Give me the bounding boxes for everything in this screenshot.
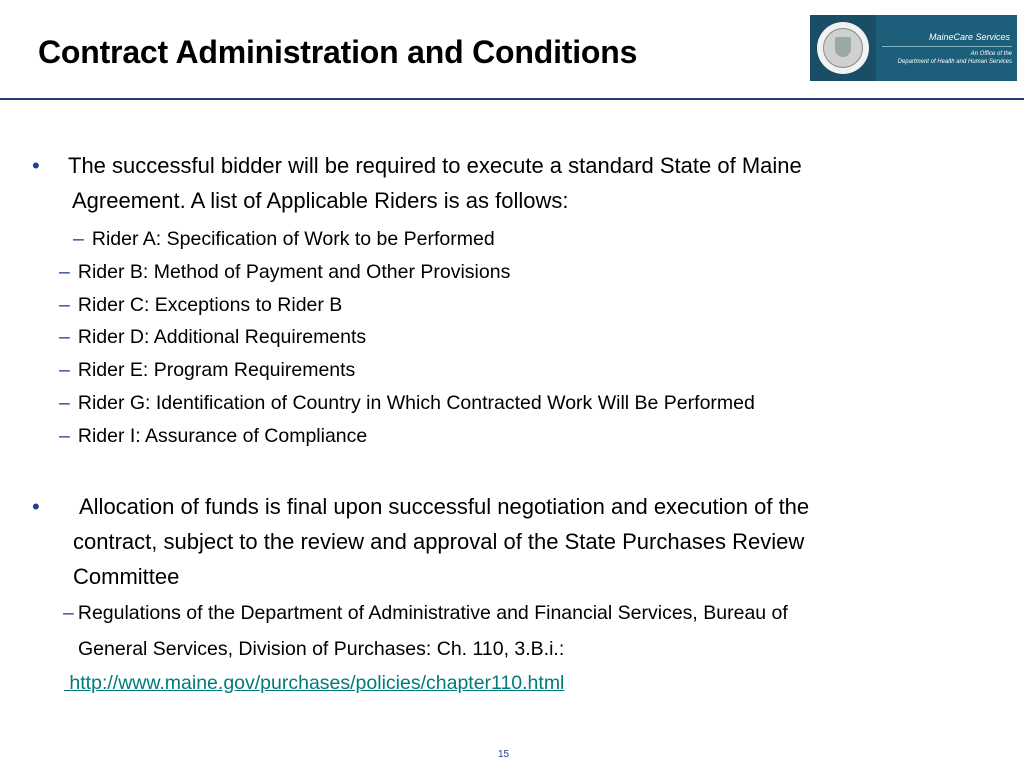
rider-item-text: Rider G: Identification of Country in Which Contracted Work Will Be Performed xyxy=(77,392,755,414)
dash-marker: – xyxy=(63,602,74,624)
dash-marker: – xyxy=(59,392,70,414)
chapter110-link[interactable]: http://www.maine.gov/purchases/policies/chapter110.html xyxy=(64,672,565,694)
regulation-line-2: General Services, Division of Purchases: Ch. 110, 3.B.i.: xyxy=(78,638,565,660)
slide-title: Contract Administration and Conditions xyxy=(38,34,638,70)
rider-item-text: Rider D: Additional Requirements xyxy=(77,326,367,348)
page-number: 15 xyxy=(498,749,510,760)
mainecare-logo xyxy=(810,15,1017,81)
rider-item-text: Rider C: Exceptions to Rider B xyxy=(77,294,343,316)
state-seal-icon xyxy=(810,15,876,81)
rider-item-text: Rider E: Program Requirements xyxy=(77,359,356,381)
regulation-item xyxy=(63,601,788,625)
seal-shield xyxy=(835,37,851,57)
rider-item xyxy=(59,424,367,448)
bullet-2-line-1: Allocation of funds is final upon successful negotiation and execution of the xyxy=(79,494,810,519)
rider-item xyxy=(59,358,355,382)
title-divider xyxy=(0,98,1024,100)
dash-marker: – xyxy=(73,228,84,250)
bullet-2-line-3: Committee xyxy=(73,564,180,589)
rider-item-text: Rider B: Method of Payment and Other Provisions xyxy=(77,261,511,283)
rider-item xyxy=(59,391,755,415)
dash-marker: – xyxy=(59,425,70,447)
bullet-2 xyxy=(32,490,992,594)
dash-marker: – xyxy=(59,326,70,348)
dash-marker: – xyxy=(59,294,70,316)
logo-divider xyxy=(882,46,1012,47)
rider-item xyxy=(73,227,495,251)
bullet-2-line-2: contract, subject to the review and approval of the State Purchases Review xyxy=(73,529,805,554)
rider-item-text: Rider I: Assurance of Compliance xyxy=(77,425,368,447)
regulation-line-1: Regulations of the Department of Administrative and Financial Services, Bureau of xyxy=(77,602,788,624)
rider-item xyxy=(59,293,342,317)
bullet-1-marker: • xyxy=(32,153,40,178)
bullet-1 xyxy=(32,149,992,219)
bullet-1-line-1: The successful bidder will be required to execute a standard State of Maine xyxy=(68,153,802,178)
rider-item xyxy=(59,260,510,284)
dash-marker: – xyxy=(59,261,70,283)
rider-item-text: Rider A: Specification of Work to be Performed xyxy=(91,228,495,250)
dash-marker: – xyxy=(59,359,70,381)
bullet-2-marker: • xyxy=(32,494,40,519)
logo-name: MaineCare Services xyxy=(928,32,1010,42)
bullet-1-line-2: Agreement. A list of Applicable Riders is as follows: xyxy=(72,188,569,213)
logo-subtitle-1: An Office of the xyxy=(970,51,1012,57)
rider-item xyxy=(59,325,366,349)
logo-subtitle-2: Department of Health and Human Services xyxy=(897,59,1012,65)
